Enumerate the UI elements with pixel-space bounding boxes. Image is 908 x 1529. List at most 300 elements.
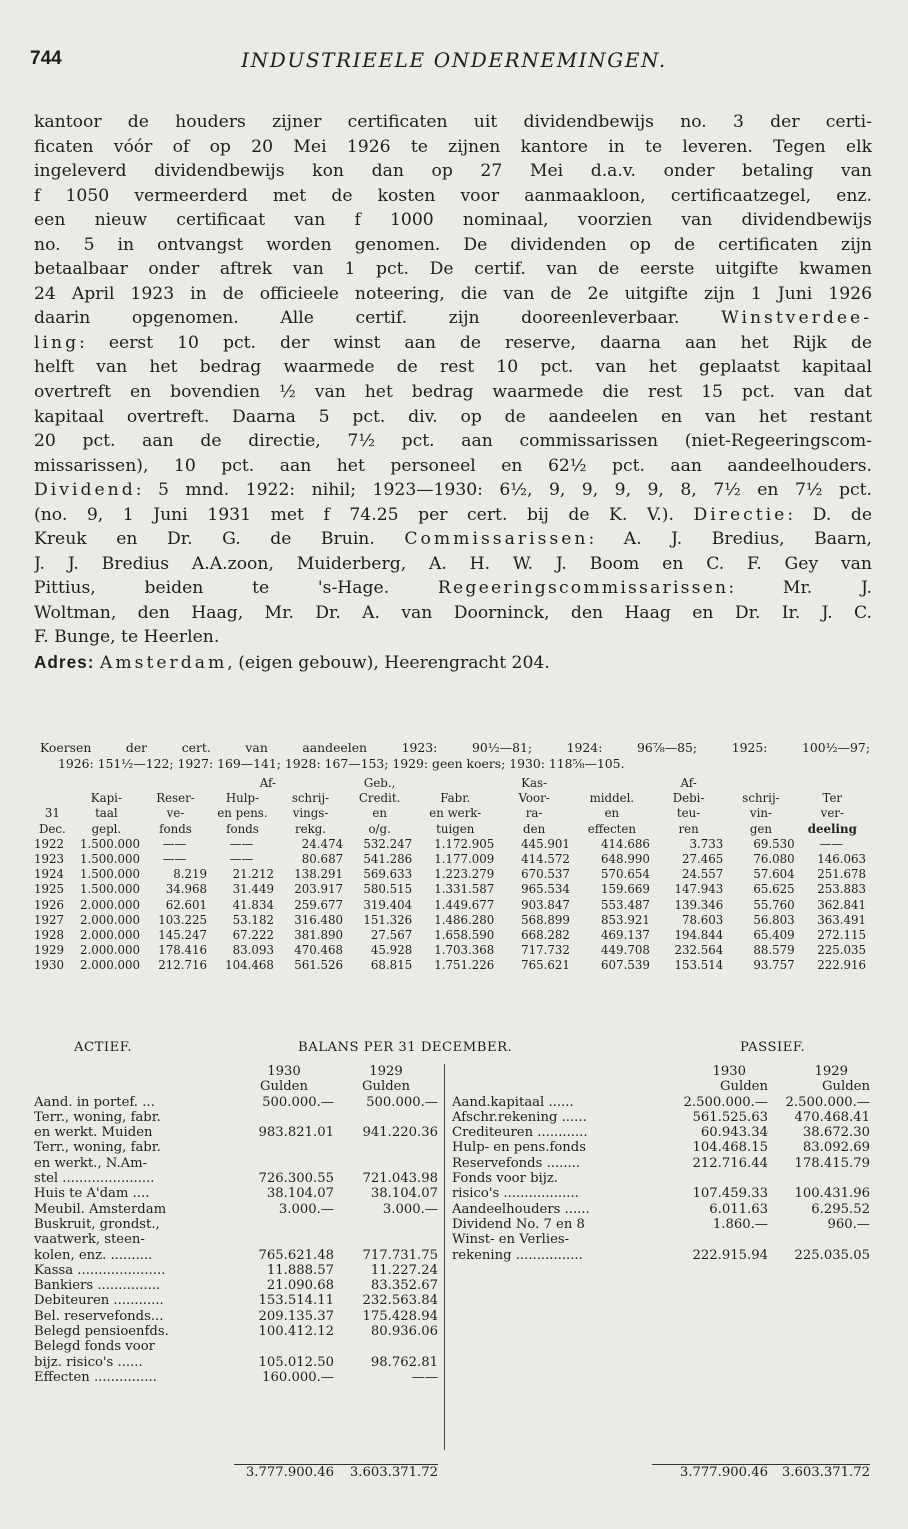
value-cell: 965.534 (521, 882, 570, 897)
actief-heading: ACTIEF. (74, 1040, 133, 1055)
text-line: no. 5 in ontvangst worden genomen. De dividenden op de certificaten zijn (34, 234, 872, 255)
column-header: vin- (749, 806, 772, 821)
balance-value-1930: 38.104.07 (266, 1186, 334, 1202)
balance-item-label: bijz. risico's ...... (34, 1354, 143, 1370)
value-cell: 1.172.905 (434, 836, 495, 851)
text-line: helft van het bedrag waarmede de rest 10 pct. van het geplaatst kapitaal (34, 357, 872, 378)
balance-value-1930 (234, 1110, 334, 1125)
value-cell: 62.601 (165, 897, 207, 912)
balance-value-1930: 160.000.— (262, 1369, 334, 1385)
value-cell: 93.757 (753, 958, 795, 973)
value-cell: 56.803 (753, 912, 795, 927)
year-label: 1929 (814, 1064, 848, 1079)
value-cell: 1.500.000 (79, 867, 141, 882)
value-cell: 569.633 (363, 867, 413, 882)
balance-value-1930 (234, 1217, 334, 1232)
value-cell: 1.331.587 (434, 882, 495, 897)
balance-value-1929: 83.352.67 (370, 1278, 438, 1294)
balance-row (452, 1156, 870, 1171)
column-header: Hulp- (225, 791, 260, 806)
page-number: 744 (30, 48, 62, 69)
column-header: Dec. (38, 821, 66, 836)
column-header: en (604, 806, 620, 821)
section-label-winstverdeeling: Winstverdee- (721, 308, 872, 329)
column-header: gen (749, 821, 773, 836)
value-cell: 41.834 (232, 897, 274, 912)
balance-item-label: en werkt., N.Am- (34, 1155, 148, 1171)
value-cell: 147.943 (674, 882, 724, 897)
year-cell: 1925 (34, 882, 65, 897)
value-cell: 67.222 (232, 928, 274, 943)
value-cell: 65.625 (753, 882, 795, 897)
column-header: o/g. (368, 821, 391, 836)
balance-value-1929 (334, 1232, 438, 1247)
value-cell: 316.480 (294, 912, 344, 927)
value-cell: 76.080 (753, 852, 795, 867)
balance-value-1930: 21.090.68 (266, 1278, 334, 1294)
text-segment: : Mr. J. (728, 578, 872, 599)
balance-value-1929 (334, 1156, 438, 1171)
value-cell: 1.500.000 (79, 882, 141, 897)
balance-row (452, 1217, 870, 1232)
value-cell: 259.677 (294, 897, 344, 912)
balance-value-1929 (334, 1110, 438, 1125)
column-header: Af- (259, 776, 276, 790)
value-cell: 470.468 (294, 943, 344, 958)
column-header: tuigen (436, 821, 475, 836)
section-label-regeeringscommissarissen: Regeeringscommissarissen (437, 578, 729, 599)
column-header: effecten (587, 821, 637, 836)
column-header (797, 776, 868, 791)
value-cell: 145.247 (158, 928, 207, 943)
text-segment: : D. de (787, 504, 872, 525)
column-header: en pens. (217, 806, 268, 821)
value-cell: 8.219 (173, 867, 207, 882)
balance-value-1929 (768, 1232, 870, 1247)
column-header: rekg. (294, 821, 327, 836)
value-cell: 2.000.000 (79, 958, 141, 973)
value-cell: 568.899 (521, 912, 570, 927)
text-line: f 1050 vermeerderd met de kosten voor aanmaakloon, certificaatzegel, enz. (34, 185, 872, 206)
column-header: Debi- (672, 791, 705, 806)
year-label: 1930 (267, 1064, 301, 1079)
value-cell: 55.760 (753, 897, 795, 912)
text-line: J. J. Bredius A.A.zoon, Muiderberg, A. H. W. J. Boom en C. F. Gey van (34, 553, 872, 574)
value-cell: 34.968 (165, 882, 207, 897)
balance-item-label: Terr., woning, fabr. (34, 1109, 161, 1125)
column-header: fonds (159, 821, 192, 836)
column-header: ren (678, 821, 699, 836)
year-label: 1929 (369, 1064, 403, 1079)
value-cell: 607.539 (601, 958, 650, 973)
balance-value-1930: 212.716.44 (692, 1155, 768, 1171)
value-cell: 80.687 (301, 852, 344, 867)
passief-column (452, 1064, 870, 1263)
balance-item-label: Huis te A'dam .... (34, 1186, 150, 1202)
balance-value-1929: —— (411, 1369, 438, 1385)
balance-title: BALANS PER 31 DECEMBER. (298, 1040, 513, 1055)
balance-value-1930: 6.011.63 (709, 1201, 768, 1217)
column-header: gepl. (91, 821, 122, 836)
balance-row (34, 1339, 438, 1354)
balance-item-label: Dividend No. 7 en 8 (452, 1216, 585, 1232)
balance-item-label: Crediteuren ............ (452, 1125, 588, 1141)
value-cell: 2.000.000 (79, 912, 141, 927)
column-header: Voor- (518, 791, 550, 806)
value-cell: 1.703.368 (434, 943, 495, 958)
balance-value-1930: 222.915.94 (692, 1247, 768, 1263)
actief-total-1929: 3.603.371.72 (334, 1464, 438, 1480)
unit-label: Gulden (720, 1079, 768, 1095)
balance-row (34, 1232, 438, 1247)
address-label: Adres: (34, 652, 95, 673)
column-header: Geb., (363, 776, 396, 790)
balance-item-label: risico's .................. (452, 1186, 579, 1202)
value-cell: 670.537 (521, 867, 570, 882)
section-label-dividend: Dividend (34, 480, 136, 501)
balance-item-label: Effecten ............... (34, 1369, 157, 1385)
balance-row (34, 1217, 438, 1232)
table-row (34, 943, 868, 958)
balance-value-1930 (234, 1232, 334, 1247)
balance-value-1929: 83.092.69 (802, 1140, 870, 1156)
year-cell: 1927 (34, 912, 65, 927)
balance-value-1930 (652, 1171, 768, 1186)
value-cell: 272.115 (817, 928, 866, 943)
balance-row (452, 1202, 870, 1217)
text-line: kapitaal overtreft. Daarna 5 pct. div. op de aandeelen en van het restant (34, 406, 872, 427)
balance-value-1930: 60.943.34 (700, 1125, 768, 1141)
year-label: 1930 (712, 1064, 746, 1079)
value-cell: 2.000.000 (79, 943, 141, 958)
text-line (34, 306, 872, 331)
text-line: missarissen), 10 pct. aan het personeel en 62½ pct. aan aandeelhouders. (34, 455, 872, 476)
column-header (71, 776, 142, 791)
value-cell: —— (229, 852, 254, 867)
column-header (276, 776, 345, 791)
balance-value-1930: 983.821.01 (258, 1125, 334, 1141)
balance-row (34, 1140, 438, 1155)
balance-value-1929: 100.431.96 (794, 1186, 870, 1202)
text-segment: : eerst 10 pct. der winst aan de reserve, daarna aan het Rijk de (79, 332, 872, 353)
year-cell: 1930 (34, 958, 65, 973)
balance-row (34, 1309, 438, 1324)
koersen-line: Koersen der cert. van aandeelen 1923: 90½—81; 1924: 96⅞—85; 1925: 100½—97; (40, 740, 870, 755)
balance-value-1929: 3.000.— (382, 1201, 438, 1217)
value-cell: 2.000.000 (79, 928, 141, 943)
balance-item-label: Buskruit, grondst., (34, 1216, 160, 1232)
value-cell: 159.669 (601, 882, 650, 897)
balance-item-label: Afschr.rekening ...... (452, 1109, 587, 1125)
value-cell: 561.526 (294, 958, 344, 973)
balance-row (452, 1248, 870, 1263)
text-line (34, 527, 872, 552)
balance-row (34, 1125, 438, 1140)
balance-item-label: kolen, enz. .......... (34, 1247, 153, 1263)
column-header (572, 776, 652, 791)
balance-row (34, 1370, 438, 1385)
value-cell: 363.491 (817, 912, 866, 927)
balance-value-1929: 470.468.41 (794, 1109, 870, 1125)
value-cell: 553.487 (601, 897, 650, 912)
text-line: betaalbaar onder aftrek van 1 pct. De certif. van de eerste uitgifte kwamen (34, 259, 872, 280)
column-header: deeling (807, 821, 857, 836)
year-header-row (452, 1064, 870, 1079)
text-line (34, 331, 872, 356)
balance-value-1930 (234, 1156, 334, 1171)
column-header: fonds (226, 821, 259, 836)
value-cell: 212.716 (158, 958, 207, 973)
value-cell: 138.291 (294, 867, 344, 882)
balance-value-1930: 726.300.55 (258, 1171, 334, 1187)
text-line: F. Bunge, te Heerlen. (34, 627, 220, 648)
column-header: ve- (166, 806, 185, 821)
balance-value-1929: 6.295.52 (811, 1201, 870, 1217)
column-header: Credit. (358, 791, 401, 806)
balance-value-1929: 80.936.06 (370, 1324, 438, 1340)
unit-label: Gulden (822, 1079, 870, 1095)
value-cell: —— (162, 852, 187, 867)
balance-value-1930: 500.000.— (262, 1094, 334, 1110)
balance-row (34, 1171, 438, 1186)
table-header-row (34, 822, 868, 837)
value-cell: 57.604 (753, 867, 795, 882)
balance-item-label: Bankiers ............... (34, 1278, 161, 1294)
company-description (34, 110, 872, 675)
text-line: 20 pct. aan de directie, 7½ pct. aan commissarissen (niet-Regeeringscom- (34, 431, 872, 452)
text-segment: Kreuk en Dr. G. de Bruin. (34, 529, 375, 550)
balance-value-1929: 717.731.75 (362, 1247, 438, 1263)
text-line: overtreft en bovendien ½ van het bedrag waarmede die rest 15 pct. van dat (34, 382, 872, 403)
value-cell: 381.890 (294, 928, 344, 943)
passief-heading: PASSIEF. (740, 1040, 806, 1055)
column-header: en (372, 806, 387, 821)
value-cell: —— (162, 836, 187, 851)
value-cell: 31.449 (232, 882, 274, 897)
value-cell: 232.564 (674, 943, 724, 958)
value-cell: 83.093 (232, 943, 274, 958)
column-header: den (523, 821, 546, 836)
table-row (34, 928, 868, 943)
value-cell: 194.844 (674, 928, 724, 943)
balance-row (34, 1263, 438, 1278)
balance-item-label: Debiteuren ............ (34, 1293, 164, 1309)
table-row (34, 898, 868, 913)
table-header-row (34, 806, 868, 821)
value-cell: 251.678 (817, 867, 866, 882)
text-segment: daarin opgenomen. Alle certif. zijn dooreenleverbaar. (34, 308, 680, 329)
page-header (30, 48, 878, 78)
value-cell: 24.557 (682, 867, 724, 882)
balance-value-1930: 3.000.— (278, 1201, 334, 1217)
text-segment: : 5 mnd. 1922: nihil; 1923—1930: 6½, 9, 9, 9, 9, 8, 7½ en 7½ pct. (135, 480, 872, 501)
value-cell: 414.686 (601, 836, 650, 851)
balance-row (34, 1095, 438, 1110)
balance-row (452, 1171, 870, 1186)
value-cell: 103.225 (158, 912, 207, 927)
balance-row (34, 1110, 438, 1125)
value-cell: 78.603 (682, 912, 724, 927)
balance-value-1929: 178.415.79 (794, 1155, 870, 1171)
balance-item-label: en werkt. Muiden (34, 1125, 153, 1141)
column-header (34, 776, 71, 791)
address-detail: , (eigen gebouw), Heerengracht 204. (227, 653, 550, 674)
value-cell: 178.416 (158, 943, 207, 958)
value-cell: 27.465 (682, 852, 724, 867)
value-cell: 765.621 (521, 958, 570, 973)
value-cell: 362.841 (817, 897, 866, 912)
unit-label: Gulden (260, 1079, 308, 1095)
balance-item-label: Hulp- en pens.fonds (452, 1140, 587, 1156)
text-line: een nieuw certificaat van f 1000 nominaal, voorzien van dividendbewijs (34, 210, 872, 231)
column-header: Af- (680, 776, 697, 790)
balance-value-1929: 38.672.30 (802, 1125, 870, 1141)
balance-item-label: Belegd fonds voor (34, 1339, 155, 1355)
value-cell: 45.928 (370, 943, 413, 958)
column-header: Kapi- (90, 791, 122, 806)
value-cell: 570.654 (601, 867, 650, 882)
year-cell: 1929 (34, 943, 65, 958)
balance-value-1929: 721.043.98 (362, 1171, 438, 1187)
text-segment: Pittius, beiden te 's-Hage. (34, 578, 390, 599)
balance-sheet (34, 1040, 870, 1480)
balance-item-label: Terr., woning, fabr. (34, 1140, 161, 1156)
actief-table (34, 1064, 438, 1385)
balance-row (452, 1186, 870, 1201)
value-cell: 1.223.279 (434, 867, 495, 882)
column-header: taal (95, 806, 118, 821)
balance-row (34, 1278, 438, 1293)
balance-value-1930: 100.412.12 (258, 1324, 334, 1340)
value-cell: 151.326 (363, 912, 413, 927)
address-line (34, 650, 872, 675)
financial-statistics-table (34, 776, 868, 974)
balance-row (452, 1140, 870, 1155)
value-cell: 1.500.000 (79, 852, 141, 867)
balance-item-label: stel ...................... (34, 1171, 155, 1187)
value-cell: 2.000.000 (79, 897, 141, 912)
year-cell: 1923 (34, 852, 65, 867)
address-city: Amsterdam (99, 653, 228, 674)
value-cell: 27.567 (370, 928, 413, 943)
value-cell: 1.449.677 (434, 897, 495, 912)
passief-total-1929: 3.603.371.72 (768, 1464, 870, 1480)
balance-value-1929 (334, 1140, 438, 1155)
column-header (725, 776, 796, 791)
balance-value-1930: 153.514.11 (258, 1293, 334, 1309)
value-cell: 222.916 (817, 958, 866, 973)
column-divider (444, 1064, 445, 1450)
value-cell: 24.474 (301, 836, 344, 851)
balance-value-1929: 2.500.000.— (785, 1094, 870, 1110)
actief-total-1930: 3.777.900.46 (234, 1464, 334, 1480)
unit-label: Gulden (362, 1079, 410, 1095)
value-cell: 445.901 (521, 836, 570, 851)
text-line (34, 503, 872, 528)
balance-item-label: Fonds voor bijz. (452, 1171, 558, 1187)
balance-value-1930 (234, 1339, 334, 1354)
text-line (34, 576, 872, 601)
value-cell: 88.579 (753, 943, 795, 958)
value-cell: 903.847 (521, 897, 570, 912)
balance-item-label: Reservefonds ........ (452, 1155, 581, 1171)
balance-row (452, 1095, 870, 1110)
value-cell: 1.177.009 (434, 852, 495, 867)
column-header: Reser- (156, 791, 195, 806)
balance-value-1929: 232.563.84 (362, 1293, 438, 1309)
balance-value-1930: 561.525.63 (692, 1109, 768, 1125)
section-label-winstverdeeling-cont: ling (34, 332, 80, 353)
value-cell: 1.751.226 (434, 958, 495, 973)
column-header: ra- (525, 806, 543, 821)
balance-value-1930: 104.468.15 (692, 1140, 768, 1156)
balance-value-1929: 960.— (827, 1216, 870, 1232)
column-header: Kas- (521, 776, 548, 790)
text-line: ficaten vóór of op 20 Mei 1926 te zijnen kantore in te leveren. Tegen elk (34, 136, 872, 157)
passief-table (452, 1064, 870, 1263)
balance-item-label: Kassa ..................... (34, 1262, 166, 1278)
balance-value-1930: 1.860.— (712, 1216, 768, 1232)
value-cell: —— (819, 836, 844, 851)
value-cell: 104.468 (225, 958, 274, 973)
unit-header-row (34, 1079, 438, 1094)
value-cell: 69.530 (753, 836, 795, 851)
balance-value-1930: 209.135.37 (258, 1308, 334, 1324)
balance-value-1930: 2.500.000.— (683, 1094, 768, 1110)
year-cell: 1926 (34, 897, 65, 912)
value-cell: 580.515 (363, 882, 413, 897)
value-cell: 717.732 (521, 943, 570, 958)
text-line: Woltman, den Haag, Mr. Dr. A. van Doorninck, den Haag en Dr. Ir. J. C. (34, 602, 872, 623)
column-header: teu- (676, 806, 701, 821)
balance-value-1929: 175.428.94 (362, 1308, 438, 1324)
column-header: Ter (822, 791, 843, 806)
balance-row (452, 1110, 870, 1125)
value-cell: 1.500.000 (79, 836, 141, 851)
balance-value-1930 (234, 1140, 334, 1155)
balance-row (34, 1186, 438, 1201)
balance-value-1930 (652, 1232, 768, 1247)
balance-item-label: Bel. reservefonds... (34, 1308, 164, 1324)
column-header: schrij- (742, 791, 780, 806)
text-line: ingeleverd dividendbewijs kon dan op 27 Mei d.a.v. onder betaling van (34, 161, 872, 182)
balance-row (452, 1125, 870, 1140)
value-cell: 253.883 (817, 882, 866, 897)
value-cell: 469.137 (601, 928, 650, 943)
year-cell: 1924 (34, 867, 65, 882)
table-row (34, 837, 868, 852)
balance-value-1930: 11.888.57 (266, 1262, 334, 1278)
value-cell: 532.247 (363, 836, 413, 851)
value-cell: 146.063 (817, 852, 866, 867)
balance-item-label: Belegd pensioenfds. (34, 1324, 169, 1340)
balance-value-1929: 38.104.07 (370, 1186, 438, 1202)
balance-value-1930: 107.459.33 (692, 1186, 768, 1202)
value-cell: 648.990 (601, 852, 650, 867)
text-segment: (no. 9, 1 Juni 1931 met f 74.25 per cert. bij de K. V.). (34, 504, 674, 525)
text-line: 24 April 1923 in de officieele noteering, die van de 2e uitgifte zijn 1 Juni 1926 (34, 283, 872, 304)
table-header-row (34, 776, 868, 791)
value-cell: 53.182 (232, 912, 274, 927)
running-title: INDUSTRIEELE ONDERNEMINGEN. (241, 48, 667, 72)
value-cell: 68.815 (370, 958, 413, 973)
balance-value-1929: 500.000.— (366, 1094, 438, 1110)
balance-item-label: Aand.kapitaal ...... (452, 1094, 574, 1110)
column-header (414, 776, 496, 791)
value-cell: 541.286 (363, 852, 413, 867)
balance-value-1929 (768, 1171, 870, 1186)
balance-item-label: Aand. in portef. ... (34, 1094, 155, 1110)
